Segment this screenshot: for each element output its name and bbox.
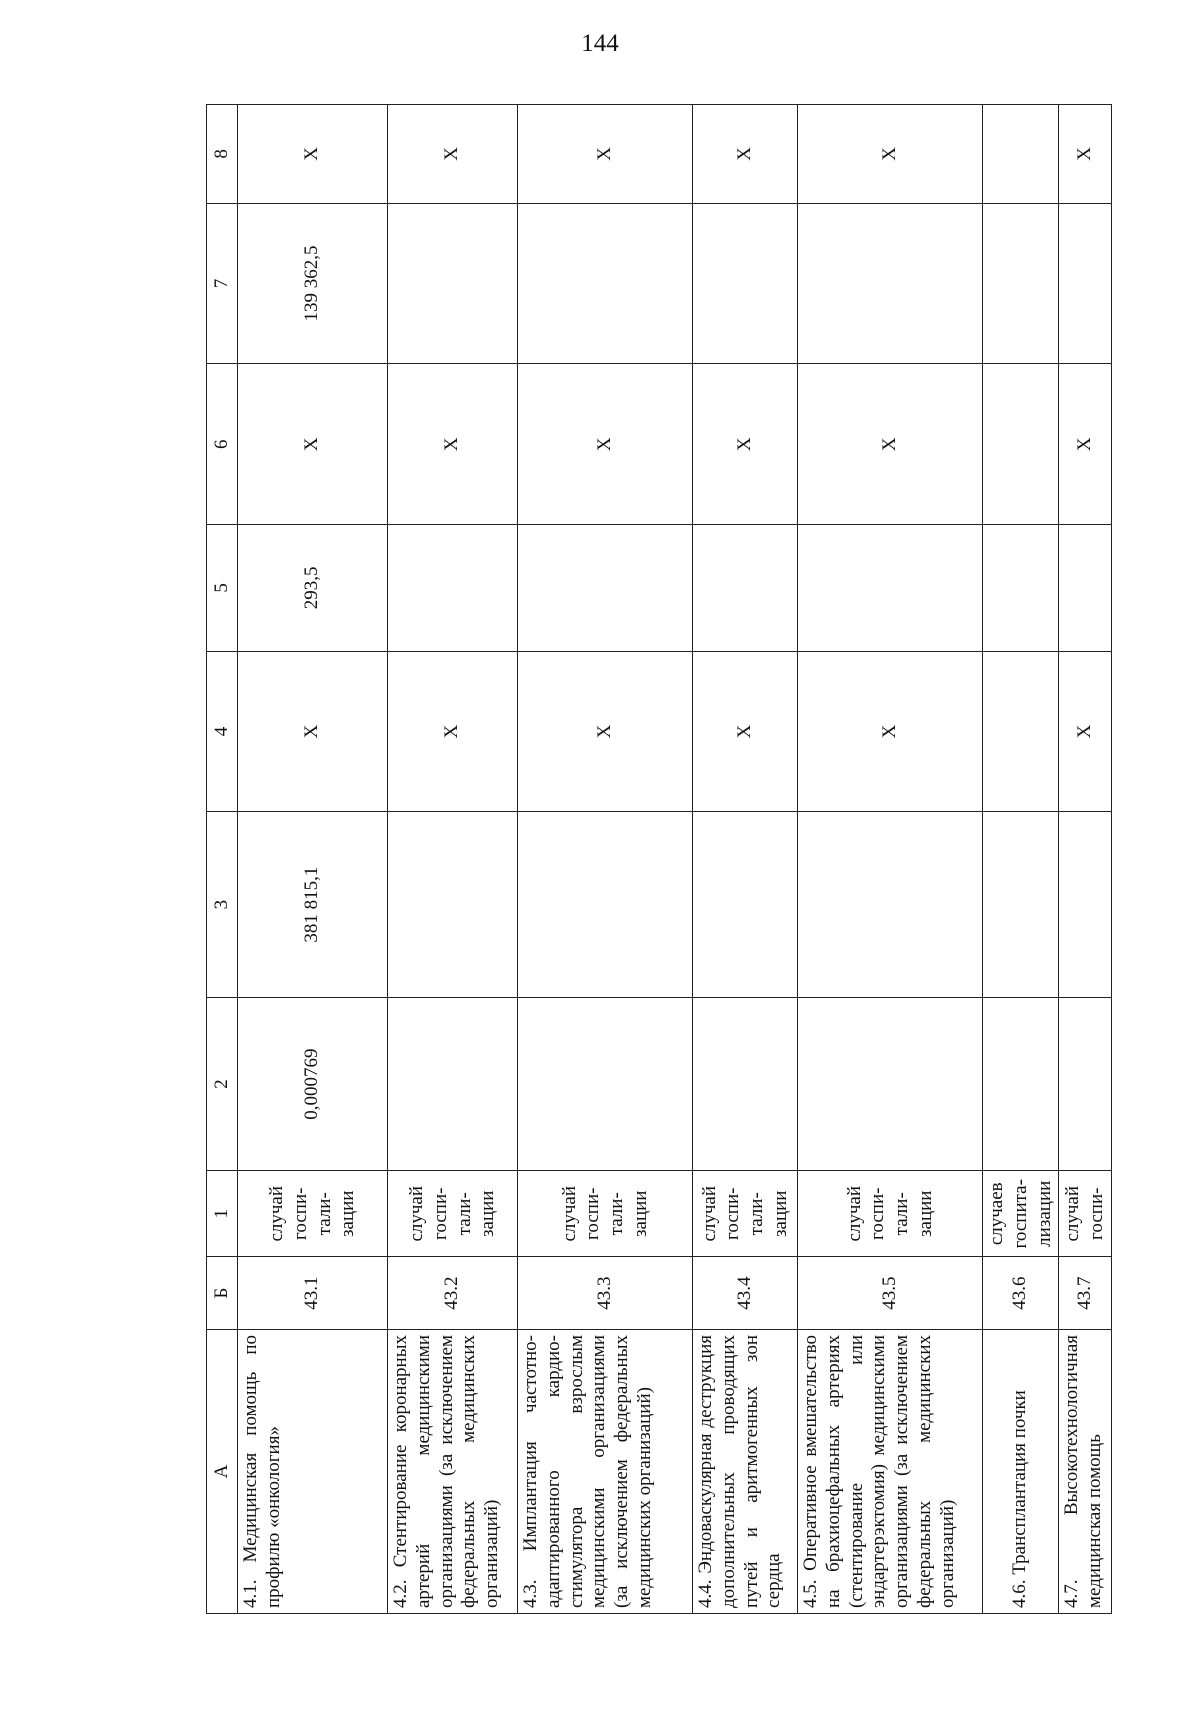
- value-cell: [1059, 812, 1112, 997]
- unit-cell: случай госпи-тали-зации: [693, 1171, 798, 1257]
- value-cell: [518, 203, 693, 364]
- value-cell: Х: [238, 364, 388, 525]
- value-cell: [388, 203, 518, 364]
- column-header: 2: [207, 997, 238, 1171]
- unit-cell: случаев госпита-лизации: [983, 1171, 1059, 1257]
- table-row: [518, 105, 693, 1614]
- value-cell: [693, 997, 798, 1171]
- column-header: 5: [207, 525, 238, 651]
- value-cell: Х: [388, 651, 518, 812]
- value-cell: [388, 812, 518, 997]
- row-code: 43.2: [388, 1257, 518, 1330]
- value-cell: 0,000769: [238, 997, 388, 1171]
- value-cell: [983, 105, 1059, 204]
- value-cell: [518, 812, 693, 997]
- row-label: 4.6. Трансплантация почки: [983, 1330, 1059, 1614]
- value-cell: [1059, 203, 1112, 364]
- value-cell: [983, 812, 1059, 997]
- value-cell: Х: [388, 105, 518, 204]
- value-cell: [518, 525, 693, 651]
- value-cell: Х: [798, 364, 983, 525]
- value-cell: [983, 997, 1059, 1171]
- table-row: [1059, 105, 1112, 1614]
- table-row: [388, 105, 518, 1614]
- value-cell: [388, 997, 518, 1171]
- page-number: 144: [581, 30, 619, 57]
- value-cell: Х: [798, 651, 983, 812]
- table-row: [238, 105, 388, 1614]
- value-cell: Х: [388, 364, 518, 525]
- value-cell: [693, 525, 798, 651]
- row-label: 4.4. Эндоваскулярная деструкция дополнительных проводящих путей и аритмогенных зон сердца: [693, 1330, 798, 1614]
- value-cell: Х: [693, 105, 798, 204]
- row-label: 4.1. Медицинская помощь по профилю «онкология»: [238, 1330, 388, 1614]
- unit-cell: случай госпи-тали-зации: [388, 1171, 518, 1257]
- value-cell: 293,5: [238, 525, 388, 651]
- column-header: 7: [207, 203, 238, 364]
- value-cell: [798, 997, 983, 1171]
- table-row: [983, 105, 1059, 1614]
- value-cell: Х: [798, 105, 983, 204]
- unit-cell: случай госпи-: [1059, 1171, 1112, 1257]
- row-label: 4.3. Имплантация частотно-адаптированного кардио-стимулятора взрослым медицинскими организациями (за исключением федеральных медицинских организаций): [518, 1330, 693, 1614]
- value-cell: Х: [1059, 651, 1112, 812]
- row-label: 4.2. Стентирование коронарных артерий медицинскими организациями (за исключением федеральных медицинских организаций): [388, 1330, 518, 1614]
- value-cell: Х: [1059, 364, 1112, 525]
- value-cell: [693, 203, 798, 364]
- value-cell: Х: [693, 651, 798, 812]
- row-code: 43.6: [983, 1257, 1059, 1330]
- column-header: 8: [207, 105, 238, 204]
- row-code: 43.5: [798, 1257, 983, 1330]
- unit-cell: случай госпи-тали-зации: [798, 1171, 983, 1257]
- value-cell: [388, 525, 518, 651]
- value-cell: Х: [238, 105, 388, 204]
- value-cell: Х: [518, 105, 693, 204]
- unit-cell: случай госпи-тали-зации: [238, 1171, 388, 1257]
- value-cell: [983, 203, 1059, 364]
- row-code: 43.3: [518, 1257, 693, 1330]
- row-label: 4.5. Оперативное вмешательство на брахиоцефальных артериях (стентирование или эндартерэктомия) медицинскими организациями (за исключением федеральных медицинских организаций): [798, 1330, 983, 1614]
- value-cell: [693, 812, 798, 997]
- row-label: 4.7. Высокотехнологичная медицинская помощь: [1059, 1330, 1112, 1614]
- value-cell: [983, 651, 1059, 812]
- value-cell: [518, 997, 693, 1171]
- value-cell: [798, 203, 983, 364]
- value-cell: Х: [238, 651, 388, 812]
- value-cell: [798, 525, 983, 651]
- value-cell: [1059, 525, 1112, 651]
- value-cell: [1059, 997, 1112, 1171]
- value-cell: 139 362,5: [238, 203, 388, 364]
- value-cell: Х: [518, 364, 693, 525]
- value-cell: Х: [518, 651, 693, 812]
- value-cell: Х: [693, 364, 798, 525]
- row-code: 43.7: [1059, 1257, 1112, 1330]
- header-row: [207, 105, 238, 1614]
- value-cell: Х: [1059, 105, 1112, 204]
- unit-cell: случай госпи-тали-зации: [518, 1171, 693, 1257]
- table-row: [798, 105, 983, 1614]
- value-cell: 381 815,1: [238, 812, 388, 997]
- row-code: 43.4: [693, 1257, 798, 1330]
- column-header: 6: [207, 364, 238, 525]
- row-code: 43.1: [238, 1257, 388, 1330]
- column-header: 3: [207, 812, 238, 997]
- column-header: Б: [207, 1257, 238, 1330]
- column-header: А: [207, 1330, 238, 1614]
- column-header: 4: [207, 651, 238, 812]
- table-container: [206, 104, 1107, 1614]
- value-cell: [798, 812, 983, 997]
- column-header: 1: [207, 1171, 238, 1257]
- data-table: [206, 104, 1112, 1614]
- table-row: [693, 105, 798, 1614]
- value-cell: [983, 364, 1059, 525]
- value-cell: [983, 525, 1059, 651]
